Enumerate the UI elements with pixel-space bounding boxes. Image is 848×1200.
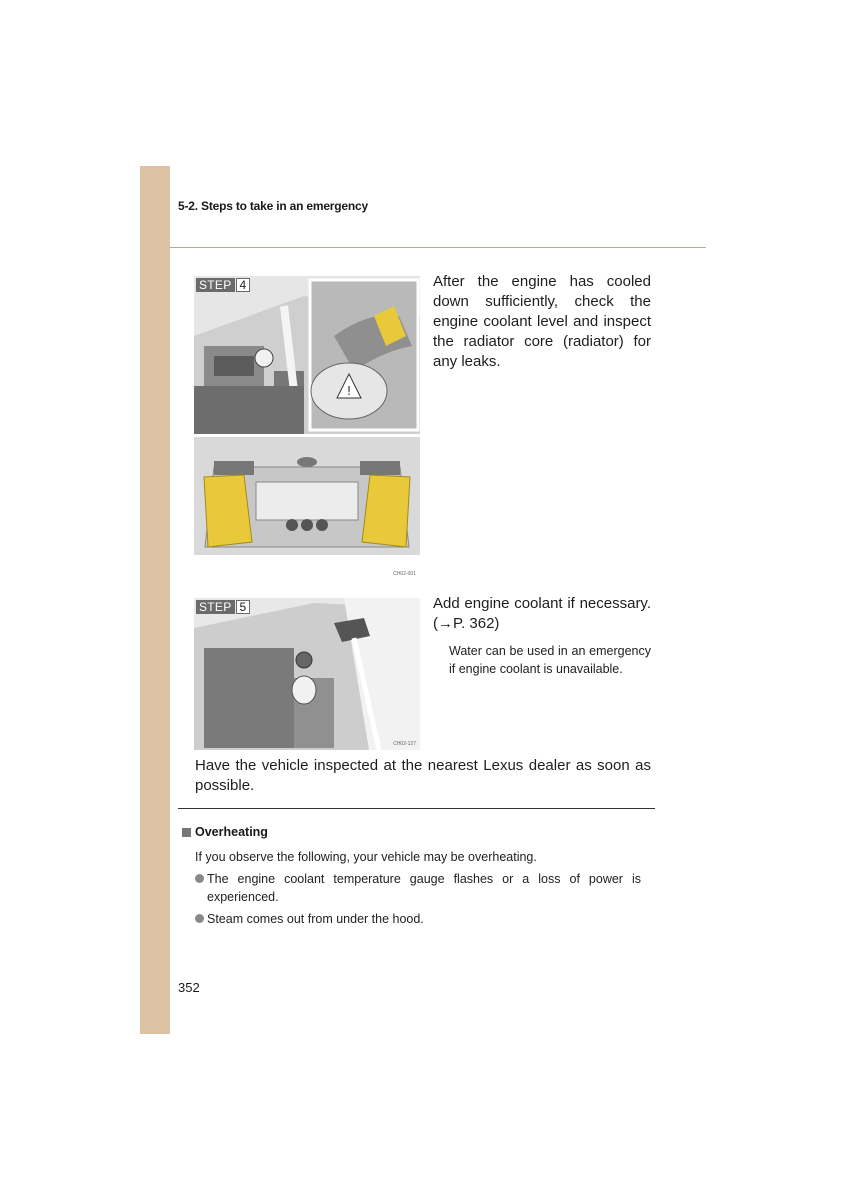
figure-code: CH02-127 xyxy=(393,741,416,747)
bullet-text: The engine coolant temperature gauge flashes or a loss of power is experienced. xyxy=(207,872,641,904)
section-divider xyxy=(178,808,655,809)
engine-bay-illustration xyxy=(194,276,420,434)
step-label: STEP xyxy=(196,600,235,614)
step-label: STEP xyxy=(196,278,235,292)
step-5-text: Add engine coolant if necessary. (→P. 362) xyxy=(433,595,651,632)
step-5-note: Water can be used in an emergency if engine coolant is unavailable. xyxy=(449,644,651,676)
square-bullet-icon xyxy=(182,828,191,837)
bullet-text: Steam comes out from under the hood. xyxy=(207,912,424,926)
list-item xyxy=(195,870,641,906)
figure-code: CH02-001 xyxy=(393,571,416,577)
step-4-text: After the engine has cooled down sufficiently, check the engine coolant level and inspect the radiator core (radiator) for any leaks. xyxy=(433,273,651,370)
overheating-title: Overheating xyxy=(195,825,268,839)
overheating-heading xyxy=(182,825,268,839)
step-badge xyxy=(196,600,250,614)
svg-text:!: ! xyxy=(346,384,352,398)
header-rule xyxy=(170,247,706,248)
page-number: 352 xyxy=(178,980,200,995)
step-badge xyxy=(196,278,250,292)
chapter-side-tab xyxy=(140,166,170,1034)
coolant-reservoir-illustration xyxy=(194,598,420,750)
overheating-intro: If you observe the following, your vehicle may be overheating. xyxy=(195,850,537,864)
list-item xyxy=(195,910,641,928)
step-number: 4 xyxy=(236,278,251,292)
radiator-illustration xyxy=(194,437,420,583)
step-number: 5 xyxy=(236,600,251,614)
section-header: 5-2. Steps to take in an emergency xyxy=(178,199,368,213)
bullet-icon xyxy=(195,874,204,883)
closing-text: Have the vehicle inspected at the nearest Lexus dealer as soon as possible. xyxy=(195,757,651,794)
bullet-icon xyxy=(195,914,204,923)
